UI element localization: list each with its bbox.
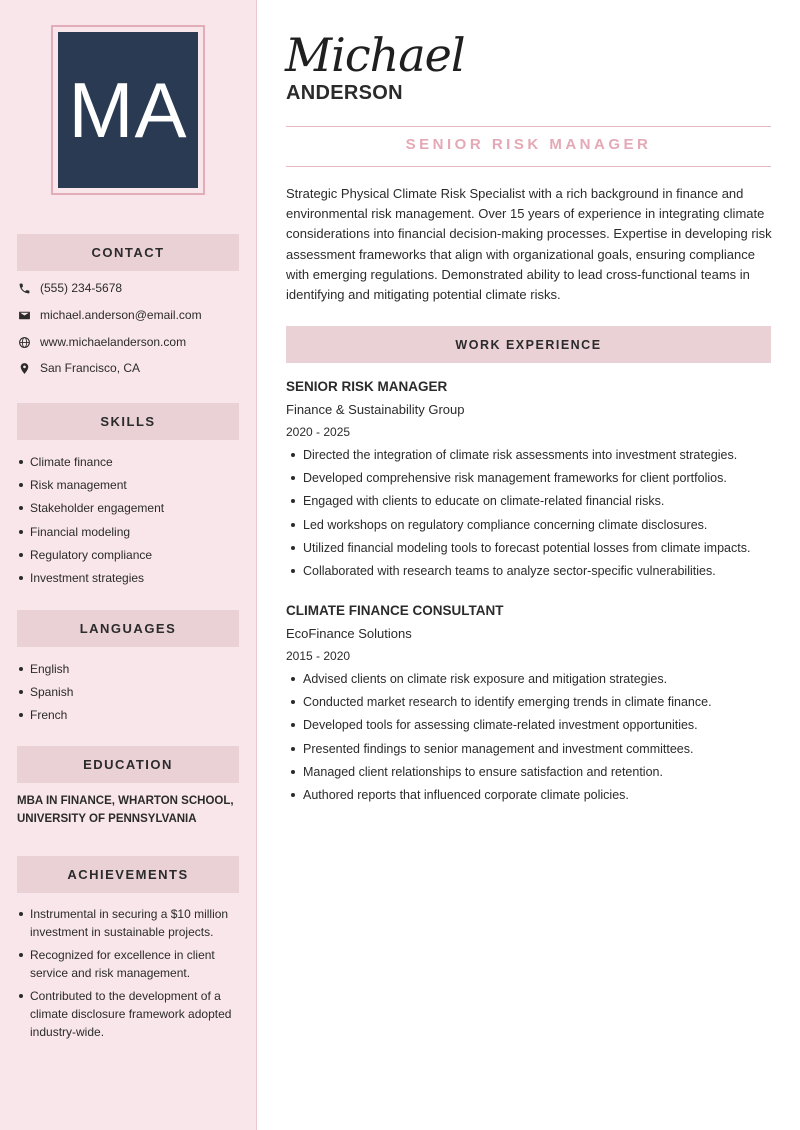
job-role: SENIOR RISK MANAGER	[286, 379, 448, 394]
achievements-heading: ACHIEVEMENTS	[17, 856, 239, 893]
job-points	[286, 670, 776, 804]
list-item: Financial modeling	[17, 523, 242, 541]
email-icon	[17, 308, 31, 322]
education-text: MBA IN FINANCE, WHARTON SCHOOL, UNIVERSITY OF PENNSYLVANIA	[17, 795, 234, 825]
education-heading: EDUCATION	[17, 746, 239, 783]
achievements-list	[17, 905, 242, 1046]
location-icon	[17, 361, 31, 375]
list-item: Climate finance	[17, 453, 242, 471]
first-name: Michael	[285, 28, 465, 82]
job-company: Finance & Sustainability Group	[286, 402, 465, 417]
contact-phone	[17, 279, 122, 297]
contact-phone-text[interactable]: (555) 234-5678	[40, 281, 123, 295]
skills-heading: SKILLS	[17, 403, 239, 440]
job-entry	[286, 378, 776, 585]
summary: Strategic Physical Climate Risk Specialist with a rich background in finance and environmental risk management. Over 15 years of experience in integrating climate considerations into financial decision-making processes. Expertise in developing risk assessment frameworks that align with organizational goals, ensuring compliance with emerging regulations. Demonstrated ability to lead cross-functional teams in identifying and mitigating potential climate risks.	[286, 186, 772, 303]
list-item: Developed tools for assessing climate-related investment opportunities.	[286, 716, 776, 734]
list-item: Instrumental in securing a $10 million investment in sustainable projects.	[17, 905, 242, 941]
contact-email	[17, 306, 202, 324]
list-item: Utilized financial modeling tools to forecast potential losses from climate impacts.	[286, 539, 776, 557]
list-item: Stakeholder engagement	[17, 499, 242, 517]
list-item: Authored reports that influenced corporate climate policies.	[286, 786, 776, 804]
languages-heading: LANGUAGES	[17, 610, 239, 647]
list-item: Conducted market research to identify emerging trends in climate finance.	[286, 693, 776, 711]
job-dates: 2015 - 2020	[286, 649, 351, 663]
list-item: English	[17, 660, 242, 678]
contact-email-text[interactable]: michael.anderson@email.com	[40, 308, 202, 322]
job-role: CLIMATE FINANCE CONSULTANT	[286, 603, 504, 618]
contact-website-text[interactable]: www.michaelanderson.com	[40, 335, 187, 349]
work-experience-heading: WORK EXPERIENCE	[286, 326, 771, 363]
job-company: EcoFinance Solutions	[286, 626, 412, 641]
contact-location-text: San Francisco, CA	[40, 361, 141, 375]
list-item: Led workshops on regulatory compliance concerning climate disclosures.	[286, 516, 776, 534]
list-item: French	[17, 706, 242, 724]
list-item: Regulatory compliance	[17, 546, 242, 564]
monogram-frame	[51, 25, 205, 195]
list-item: Contributed to the development of a climate disclosure framework adopted industry-wide.	[17, 987, 242, 1041]
list-item: Spanish	[17, 683, 242, 701]
list-item: Directed the integration of climate risk assessments into investment strategies.	[286, 446, 776, 464]
list-item: Investment strategies	[17, 569, 242, 587]
list-item: Advised clients on climate risk exposure and mitigation strategies.	[286, 670, 776, 688]
sidebar	[0, 0, 257, 1130]
list-item: Risk management	[17, 476, 242, 494]
list-item: Recognized for excellence in client service and risk management.	[17, 946, 242, 982]
skills-list	[17, 453, 242, 592]
globe-icon	[17, 335, 31, 349]
job-dates: 2020 - 2025	[286, 425, 351, 439]
divider	[286, 126, 771, 127]
contact-website	[17, 333, 186, 351]
languages-list	[17, 660, 242, 730]
list-item: Collaborated with research teams to analyze sector-specific vulnerabilities.	[286, 562, 776, 580]
list-item: Engaged with clients to educate on climate-related financial risks.	[286, 492, 776, 510]
list-item: Presented findings to senior management and investment committees.	[286, 740, 776, 758]
monogram: MA	[58, 32, 198, 188]
list-item: Developed comprehensive risk management frameworks for client portfolios.	[286, 469, 776, 487]
contact-location	[17, 359, 140, 377]
job-entry	[286, 602, 776, 809]
divider	[286, 166, 771, 167]
list-item: Managed client relationships to ensure satisfaction and retention.	[286, 763, 776, 781]
contact-heading: CONTACT	[17, 234, 239, 271]
job-points	[286, 446, 776, 580]
job-title: SENIOR RISK MANAGER	[405, 136, 652, 153]
phone-icon	[17, 281, 31, 295]
last-name: ANDERSON	[286, 82, 403, 104]
